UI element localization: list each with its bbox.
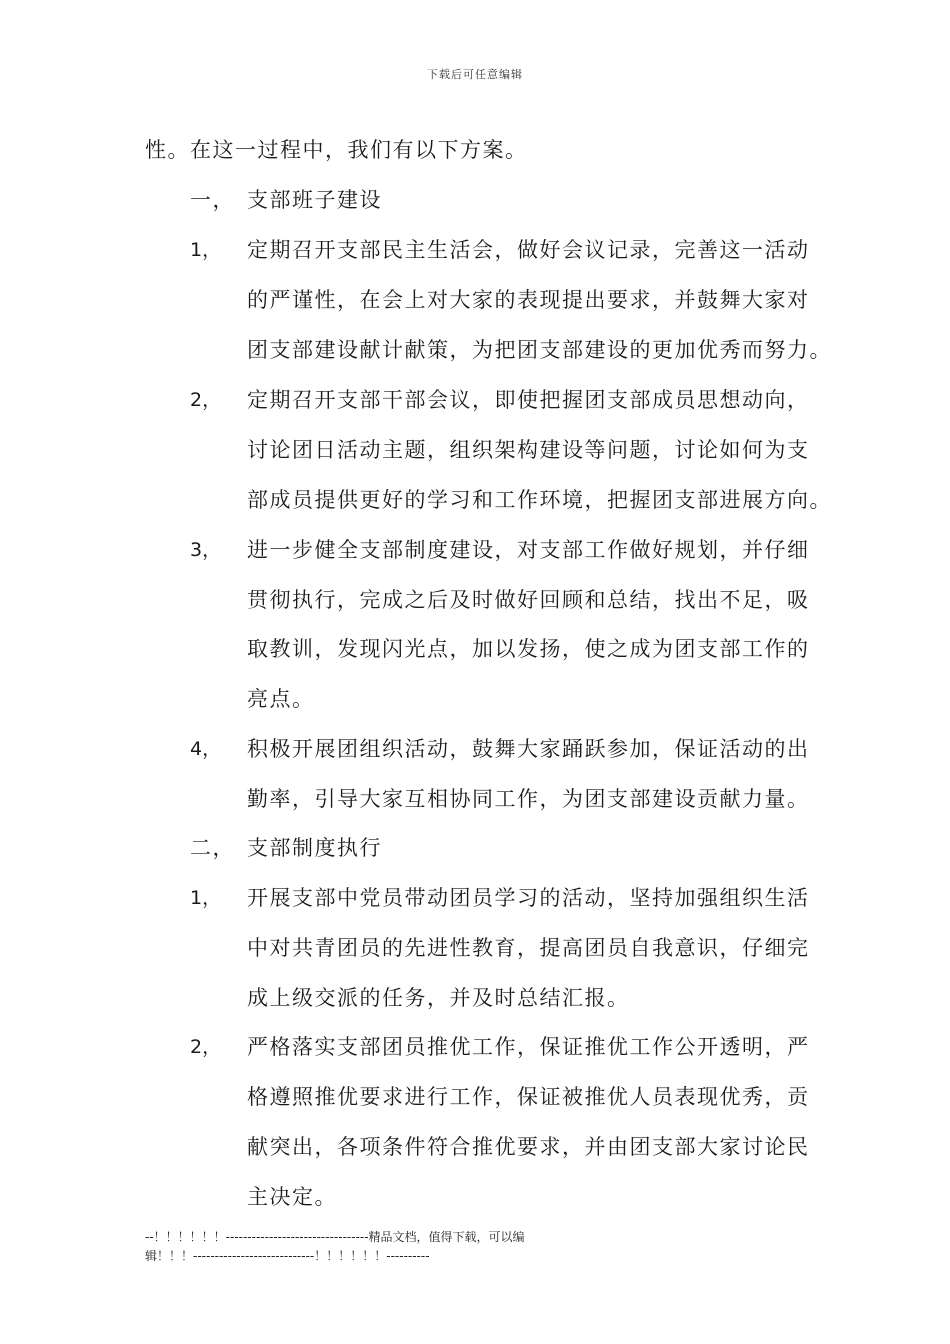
section-2-item-2-line-1: 严格落实支部团员推优工作，保证推优工作公开透明，严	[247, 1035, 810, 1059]
section-1-title: 支部班子建设	[247, 188, 382, 212]
section-1-item-3-line-4: 亮点。	[247, 687, 315, 711]
section-1-item-1-line-1: 定期召开支部民主生活会，做好会议记录，完善这一活动	[247, 238, 810, 262]
section-2-item-2-line-3: 献突出，各项条件符合推优要求，并由团支部大家讨论民	[247, 1135, 810, 1159]
section-1-item-4-line-1: 积极开展团组织活动，鼓舞大家踊跃参加，保证活动的出	[247, 737, 810, 761]
section-2-item-1-line-2: 中对共青团员的先进性教育，提高团员自我意识，仔细完	[247, 936, 810, 960]
intro-paragraph: 性。在这一过程中，我们有以下方案。	[145, 138, 528, 162]
section-1-item-1-line-2: 的严谨性，在会上对大家的表现提出要求，并鼓舞大家对	[247, 288, 810, 312]
section-2-title: 支部制度执行	[247, 836, 382, 860]
section-1-item-3-line-2: 贯彻执行，完成之后及时做好回顾和总结，找出不足，吸	[247, 588, 810, 612]
section-1-item-3-line-1: 进一步健全支部制度建设，对支部工作做好规划，并仔细	[247, 538, 810, 562]
section-1-item-4-line-2: 勤率，引导大家互相协同工作，为团支部建设贡献力量。	[247, 787, 810, 811]
section-2-item-1-number: 1，	[190, 887, 222, 909]
section-1-number: 一，	[190, 188, 235, 212]
section-2-item-1-line-3: 成上级交派的任务，并及时总结汇报。	[247, 986, 630, 1010]
section-2-item-2-line-2: 格遵照推优要求进行工作，保证被推优人员表现优秀，贡	[247, 1085, 810, 1109]
section-1-item-1-line-3: 团支部建设献计献策，为把团支部建设的更加优秀而努力。	[247, 338, 832, 362]
section-1-item-2-number: 2，	[190, 389, 222, 411]
section-1-item-2-line-2: 讨论团日活动主题，组织架构建设等问题，讨论如何为支	[247, 438, 810, 462]
section-1-item-2-line-3: 部成员提供更好的学习和工作环境，把握团支部进展方向。	[247, 488, 832, 512]
section-1-item-3-number: 3，	[190, 539, 222, 561]
section-2-item-1-line-1: 开展支部中党员带动团员学习的活动，坚持加强组织生活	[247, 886, 810, 910]
section-1-item-4-number: 4，	[190, 738, 222, 760]
section-2-item-2-number: 2，	[190, 1036, 222, 1058]
section-1-item-2-line-1: 定期召开支部干部会议，即使把握团支部成员思想动向，	[247, 388, 810, 412]
footer-line-1: --！！！！！！---------------------------------精品文档，值得下载，可以编	[145, 1230, 525, 1244]
section-2-number: 二，	[190, 836, 235, 860]
footer-line-2: 辑！！！----------------------------！！！！！！----------	[145, 1249, 430, 1263]
page-header: 下载后可任意编辑	[427, 68, 523, 81]
section-1-item-3-line-3: 取教训，发现闪光点，加以发扬，使之成为团支部工作的	[247, 637, 810, 661]
section-1-item-1-number: 1，	[190, 239, 222, 261]
section-2-item-2-line-4: 主决定。	[247, 1185, 337, 1209]
